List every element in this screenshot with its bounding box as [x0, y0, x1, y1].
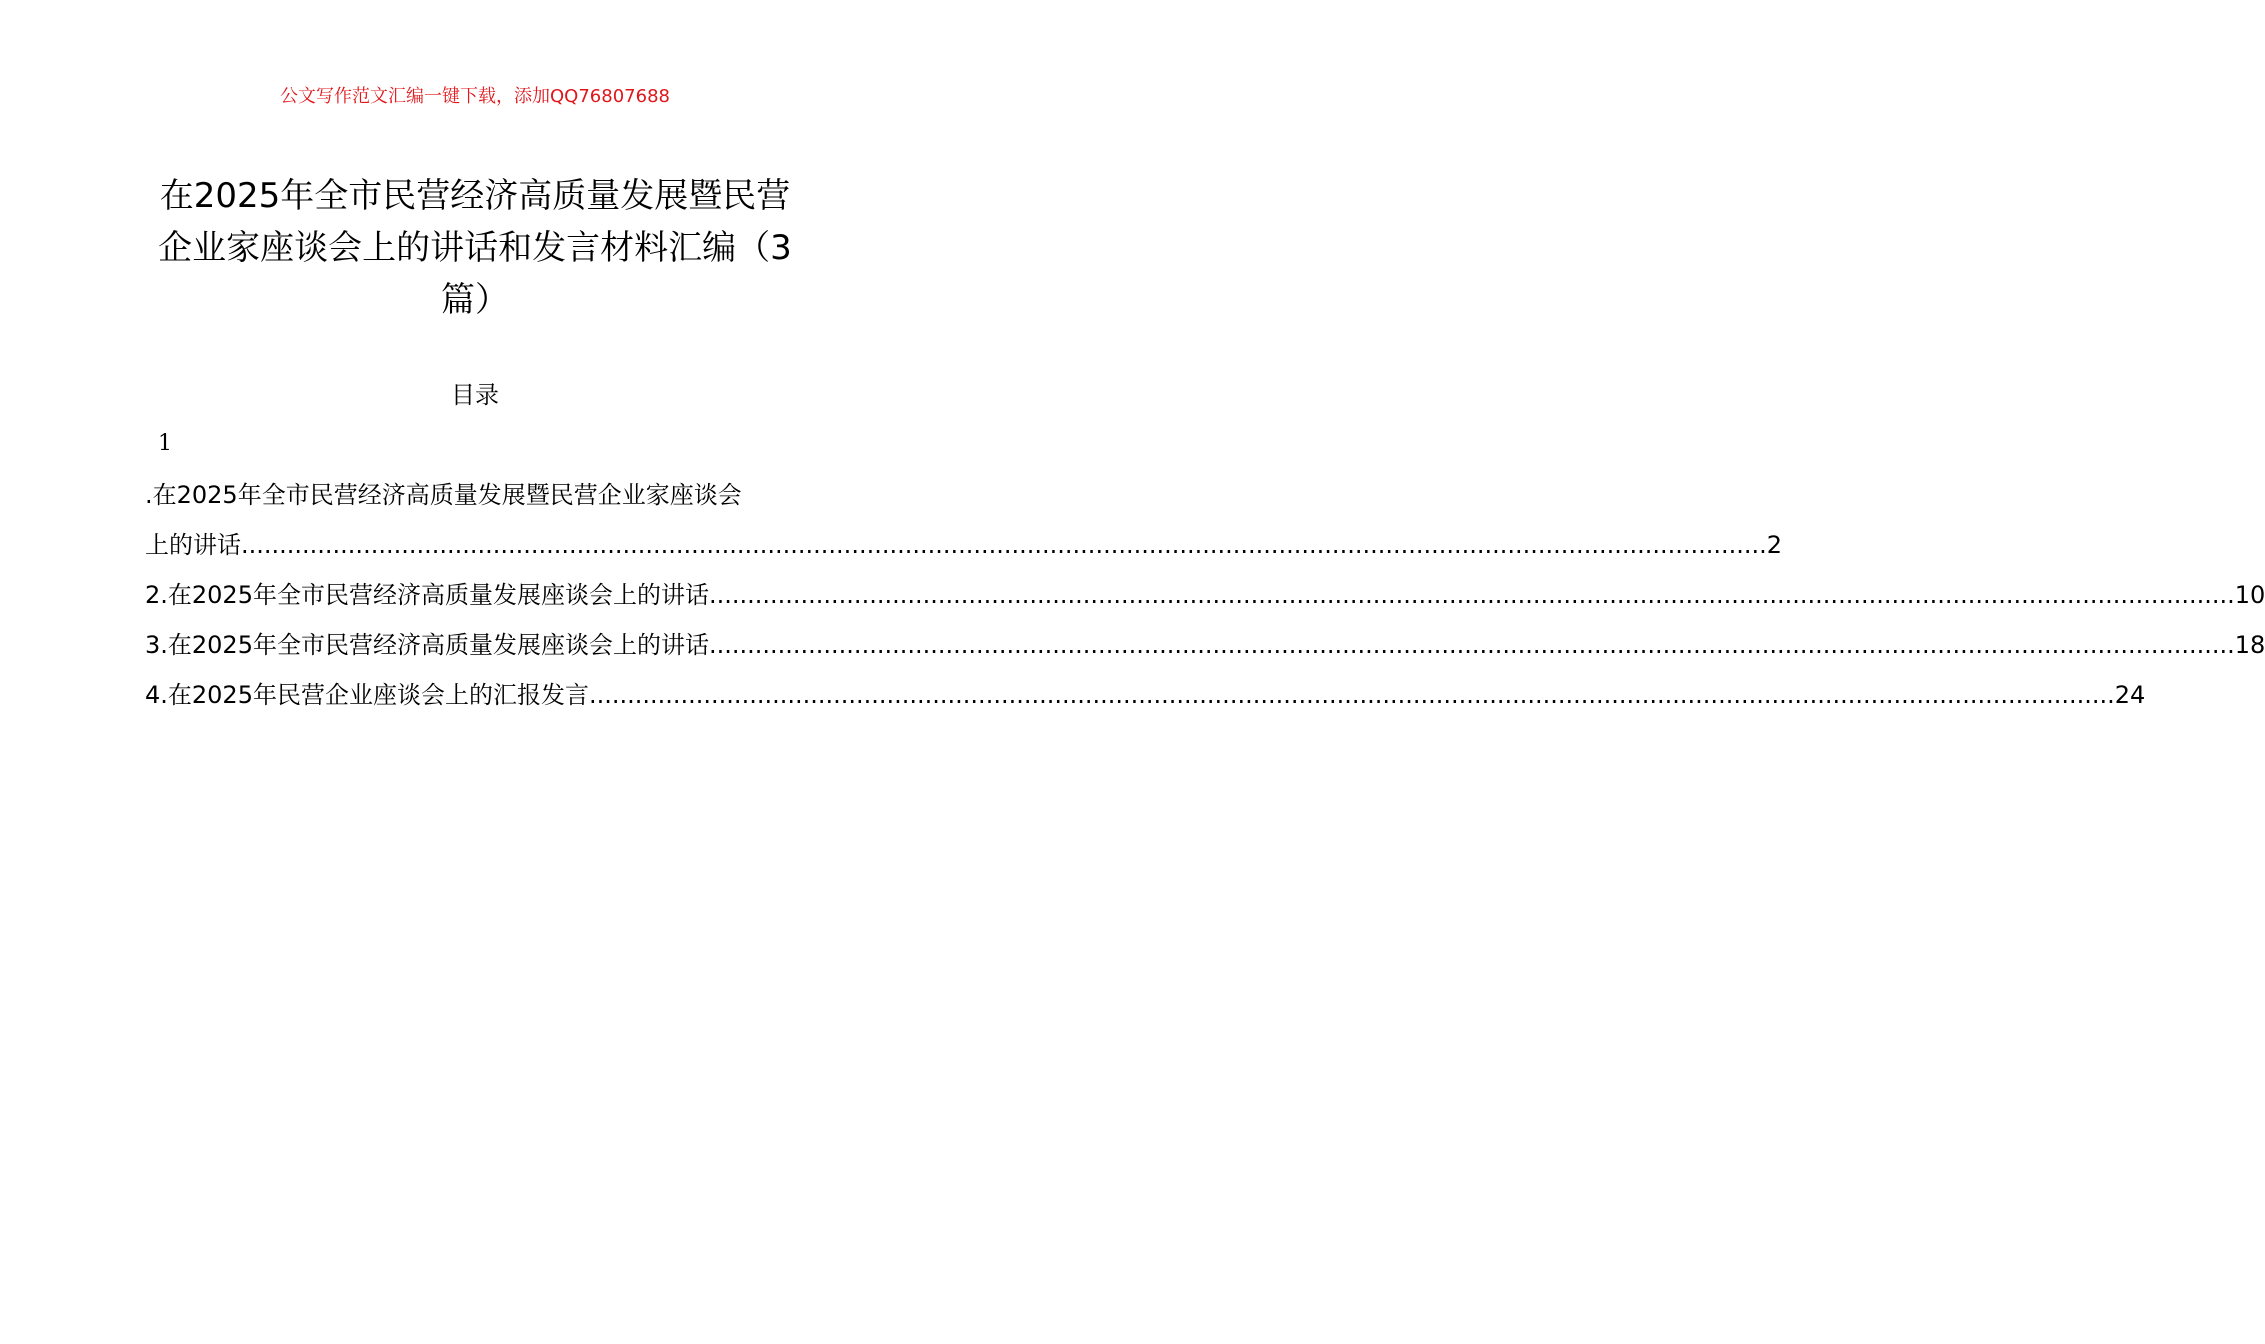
toc-leader-dots: ........................................................................................................................................................................................................ — [708, 581, 2235, 609]
toc-entry-4[interactable] — [145, 670, 2146, 720]
toc-entry-1-line-2[interactable] — [145, 520, 1783, 570]
toc-entry-1-title-part-1: .在2025年全市民营经济高质量发展暨民营企业家座谈会 — [145, 481, 742, 509]
toc-entry-2[interactable] — [145, 570, 2265, 620]
document-title — [140, 170, 810, 326]
toc-entry-1-line-1[interactable] — [145, 470, 807, 520]
toc-entry-3-title: 3.在2025年全市民营经济高质量发展座谈会上的讲话 — [145, 631, 709, 659]
document-title-line-1: 在2025年全市民营经济高质量发展暨民营 — [159, 176, 791, 216]
table-of-contents — [145, 470, 2265, 720]
toc-entry-1-page: 2 — [1766, 531, 1783, 559]
toc-heading: 目录 — [451, 381, 499, 409]
toc-entry-3-page: 18 — [2234, 631, 2265, 659]
toc-entry-1-title-part-2: 上的讲话 — [145, 531, 241, 559]
toc-entry-3[interactable] — [145, 620, 2265, 670]
document-title-line-2: 企业家座谈会上的讲话和发言材料汇编（3 — [158, 228, 792, 268]
document-title-line-3: 篇） — [441, 280, 509, 320]
toc-entry-2-page: 10 — [2234, 581, 2265, 609]
toc-stray-number: 1 — [158, 431, 172, 456]
toc-entry-4-page: 24 — [2114, 681, 2146, 709]
toc-entry-2-title: 2.在2025年全市民营经济高质量发展座谈会上的讲话 — [145, 581, 709, 609]
toc-entry-4-title: 4.在2025年民营企业座谈会上的汇报发言 — [145, 681, 589, 709]
download-banner: 公文写作范文汇编一键下载，添加QQ76807688 — [280, 86, 670, 107]
toc-leader-dots: ........................................................................................................................................................................................................ — [708, 631, 2235, 659]
toc-leader-dots: ........................................................................................................................................................................................................ — [588, 681, 2115, 709]
toc-leader-dots: ........................................................................................................................................................................................................ — [241, 531, 1767, 559]
